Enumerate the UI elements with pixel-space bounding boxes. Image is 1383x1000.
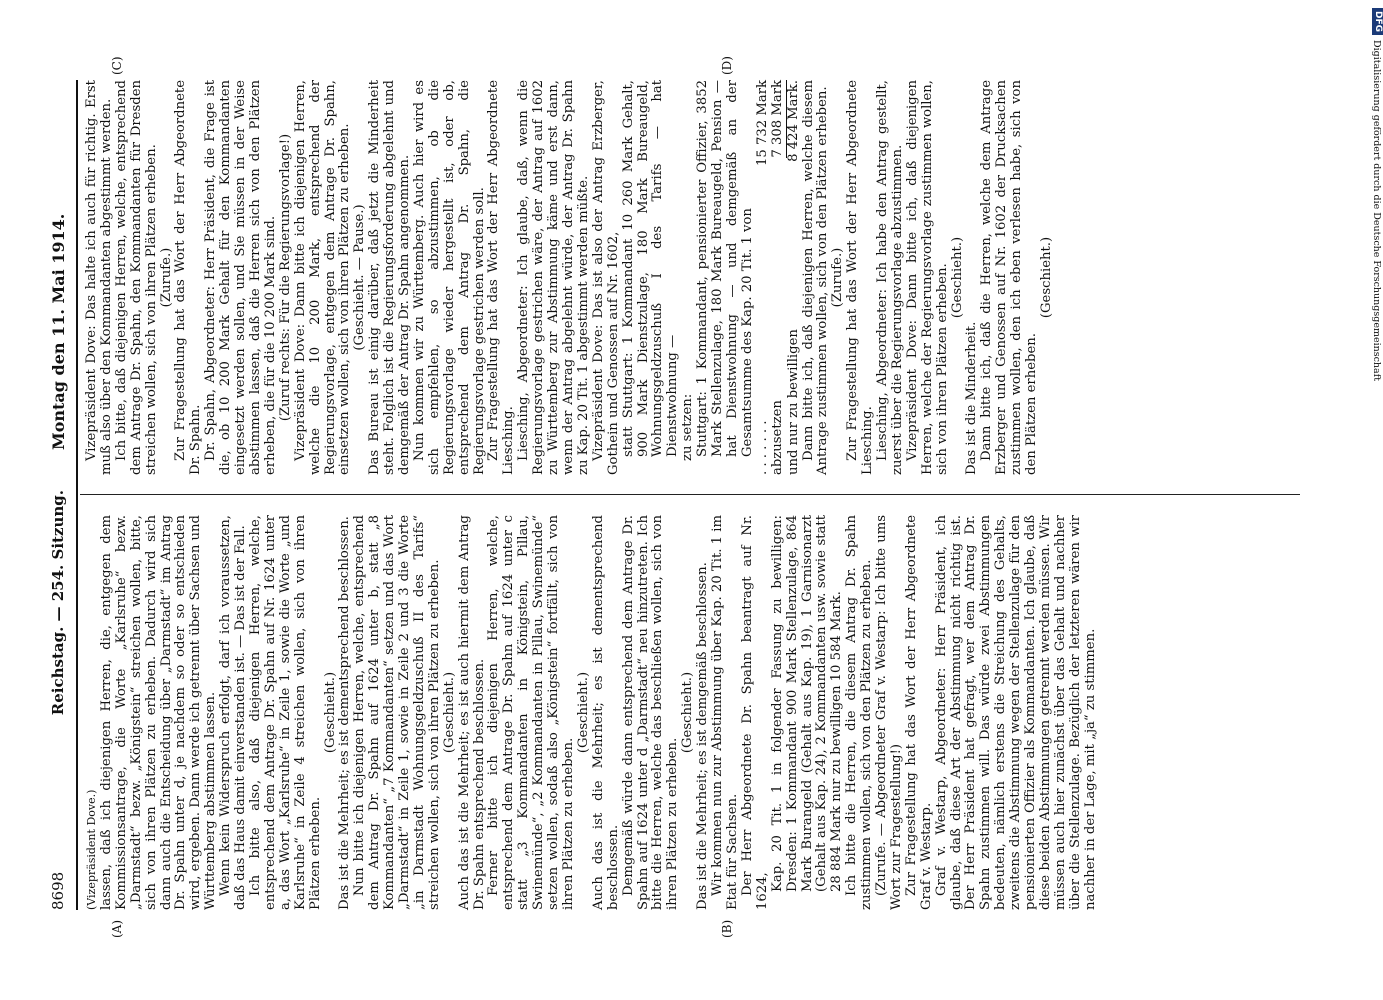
paragraph: Ich bitte, daß diejenigen Herren, welche, entsprechend dem Antrage Dr. Spahn, den Kommandanten für Dresden streichen wollen, sich von ihren Plätzen erheben. xyxy=(113,80,159,475)
paragraph: Nun bitte ich diejenigen Herren, welche, entsprechend dem Antrag Dr. Spahn auf 1624 unter b, statt „8 Kommandanten“ „7 Kommandanten“ setzen und das Wort „Darmstadt“ in Zeile 1, sowie in Zeile 2 und 3 die Worte „in Darmstadt Wohnungsgeldzuschuß II des Tarifs“ streichen wollen, sich von ihren Plätzen zu erheben. xyxy=(352,515,442,910)
paragraph: Demgemäß würde dann entsprechend dem Antrage Dr. Spahn auf 1624 unter d „Darmstadt“ neu hinzutreten. Ich bitte die Herren, welche das beschließen wollen, sich von ihren Plätzen zu erheben. xyxy=(620,515,681,910)
paragraph: Dann bitte ich, daß diejenigen Herren, welche diesem Antrage zustimmen wollen, sich von den Plätzen erheben. xyxy=(800,80,831,475)
paragraph: Liesching, Abgeordneter: Ich glaube, daß, wenn die Regierungsvorlage gestrichen wäre, der Antrag auf 1602 zu Württemberg zur Abstimmung käme und erst dann, wenn der Antrag abgelehnt würde, der Antrag Dr. Spahn zu Kap. 20 Tit. 1 abgestimmt werden müßte. xyxy=(516,80,591,475)
paragraph: Nun kommen wir zu Württemberg. Auch hier wird es sich empfehlen, so abzustimmen, ob die Regierungsvorlage wieder hergestellt ist, oder ob, entsprechend dem Antrag Dr. Spahn, die Regierungsvorlage gestrichen werden soll. xyxy=(411,80,487,475)
interjection: (Geschieht.) xyxy=(441,671,457,754)
paragraph: Zur Fragestellung hat das Wort der Herr Abgeordnete Liesching. xyxy=(845,80,876,475)
ledger-row-result xyxy=(787,80,802,475)
ledger-dots: . . . . . . . xyxy=(754,420,770,475)
interjection: (Zurufe.) xyxy=(830,247,846,308)
paragraph: Der Herr Abgeordnete Dr. Spahn beantragt auf Nr. 1624, xyxy=(739,515,770,910)
paragraph: Das Bureau ist einig darüber, daß jetzt die Minderheit steht. Folglich ist die Regierungsforderung abgelehnt und demgemäß der Antrag Dr. Spahn angenommen. xyxy=(367,80,413,475)
paragraph: Dr. Spahn, Abgeordneter: Herr Präsident, die Frage ist die, ob 10 200 Mark Gehalt für den Kommandanten eingesetzt werden sollen, und Sie müssen in der Weise abstimmen lassen, daß die Herren sich von den Plätzen erheben, die für die 10 200 Mark sind. xyxy=(203,80,278,475)
paragraph: Das ist die Mehrheit; es ist demgemäß beschlossen. xyxy=(695,562,711,910)
interjection: (Geschieht.) xyxy=(1039,236,1054,319)
interjection: (Zurufe.) xyxy=(158,247,174,308)
paragraph: Vizepräsident Dove: Das ist also der Antrag Erzberger, Gothein und Genossen auf Nr. 1602, xyxy=(590,80,621,475)
column-left xyxy=(85,515,1099,910)
ledger-value: 15 732 Mark xyxy=(754,80,770,166)
paragraph: lassen, daß ich diejenigen Herren, die, entgegen dem Kommissionsantrage, die Worte „Karlsruhe“ bezw. „Darmstadt“ bezw. „Königstein“ streichen wollen, bitte, sich von ihren Plätzen zu erheben. Dadurch wird sich dann auch die Entscheidung über „Darmstadt“ im Antrag Dr. Spahn unter d, je nachdem so oder so entschieden wird, ergeben. Dann werde ich getrennt über Sachsen und Württemberg abstimmen lassen. xyxy=(98,515,219,910)
speaker-note: (Vizepräsident Dove.) xyxy=(85,789,98,910)
paragraph: Vizepräsident Dove: Dann bitte ich, daß diejenigen Herren, welche der Regierungsvorlage zustimmen wollen, sich von ihren Plätzen erheben. xyxy=(904,80,950,475)
motion-text: Kap. 20 Tit. 1 in folgender Fassung zu bewilligen: Dresden: 1 Kommandant 900 Mark Stellenzulage, 864 Mark Burangeld (Gehalt aus Kap. 19), 1 Garnisonarzt (Gehalt aus Kap. 24), 2 Kommandanten usw. sowie statt 28 884 Mark nur zu bewilligen 10 584 Mark. xyxy=(769,515,845,892)
ledger-value: 7 308 Mark xyxy=(769,80,785,158)
paragraph: Auch das ist die Mehrheit; es ist dementsprechend beschlossen. xyxy=(590,515,621,910)
paragraph: Zur Fragestellung hat das Wort der Herr Abgeordnete Dr. Spahn. xyxy=(173,80,204,475)
credit-text: Digitalisierung gefördert durch die Deutsche Forschungsgemeinschaft xyxy=(1371,40,1382,382)
interjection: (Geschieht. — Pause.) xyxy=(352,204,368,351)
motion-text: statt Stuttgart: 1 Kommandant 10 260 Mark Gehalt, 900 Mark Dienstzulage, 180 Mark Bureaugeld, Wohnungsgeldzuschuß I des Tarifs — hat Dienstwohnung — xyxy=(620,80,681,457)
interjection: (Geschieht.) xyxy=(949,236,965,319)
paragraph: Das ist die Minderheit. xyxy=(964,321,980,475)
paragraph: Auch das ist die Mehrheit; es ist auch hiermit dem Antrag Dr. Spahn entsprechend beschlossen. xyxy=(456,515,487,910)
session-title: Reichstag. — 254. Sitzung. xyxy=(49,490,67,716)
column-divider xyxy=(80,494,1300,495)
interjection: (Zurufe. — Abgeordneter Graf v. Westarp: Ich bitte ums Wort zur Fragestellung!) xyxy=(874,515,904,910)
paragraph: Vizepräsident Dove: Dann bitte ich diejenigen Herren, welche die 10 200 Mark, entsprechend der Regierungsvorlage, entgegen dem Antrage Dr. Spahn, einsetzen wollen, sich von ihren Plätzen zu erheben. xyxy=(292,80,353,475)
credit-strip xyxy=(1362,0,1383,1000)
page-number: 8698 xyxy=(49,871,67,910)
paragraph: Wenn kein Widerspruch erfolgt, darf ich voraussetzen, daß das Haus damit einverstanden ist. — Das ist der Fall. xyxy=(218,515,249,910)
interjection: (Geschieht.) xyxy=(575,671,591,754)
session-date: Montag den 11. Mai 1914. xyxy=(49,213,68,450)
paragraph: Ich bitte also, daß diejenigen Herren, welche, entsprechend dem Antrage Dr. Spahn auf Nr. 1624 unter a, das Wort „Karlsruhe“ in Zeile 1, sowie die Worte „und Karlsruhe“ in Zeile 4 streichen wollen, sich von ihren Plätzen erheben. xyxy=(247,515,323,910)
ledger-label: und nur zu bewilligen xyxy=(785,329,801,475)
margin-mark-b: (B) xyxy=(720,919,734,938)
paragraph: zu setzen: xyxy=(680,393,696,461)
paragraph: Das ist die Mehrheit; es ist dementsprechend beschlossen. xyxy=(337,516,353,910)
margin-mark-a: (A) xyxy=(110,919,124,938)
motion-text: Stuttgart: 1 Kommandant, pensionierter Offizier, 3852 Mark Stellenzulage, 180 Mark Bureaugeld, Pension — hat Dienstwohnung — und demgemäß an der Gesamtsumme des Kap. 20 Tit. 1 von xyxy=(695,80,755,457)
column-right xyxy=(85,80,1055,475)
margin-mark-c: (C) xyxy=(110,56,124,75)
header-rule xyxy=(76,80,78,910)
interjection: (Geschieht.) xyxy=(322,671,338,754)
ledger-row-total xyxy=(756,80,771,475)
paragraph: Zur Fragestellung hat das Wort der Herr Abgeordnete Graf v. Westarp. xyxy=(903,515,934,910)
paragraph: Dann bitte ich, daß die Herren, welche dem Antrage Erzberger und Genossen auf Nr. 1602 der Drucksachen zustimmen wollen, den ich eben verlesen habe, sich von den Plätzen erheben. xyxy=(979,80,1040,475)
paragraph: Zur Fragestellung hat das Wort der Herr Abgeordnete Liesching. xyxy=(486,80,517,475)
header-left xyxy=(45,490,75,910)
paragraph: Wir kommen nun zur Abstimmung über Kap. 20 Tit. 1 im Etat für Sachsen. xyxy=(710,515,740,910)
interjection: (Zuruf rechts: Für die Regierungsvorlage!) xyxy=(277,133,293,422)
header-right xyxy=(45,80,75,500)
paragraph: Liesching, Abgeordneter: Ich habe den Antrag gestellt, zuerst über die Regierungsvorlage abzustimmen. xyxy=(875,80,905,475)
ledger-value: 8 424 Mark. xyxy=(785,80,801,162)
paragraph: Ferner bitte ich diejenigen Herren, welche, entsprechend dem Antrage Dr. Spahn auf 1624 unter c statt „3 Kommandanten in Königstein, Pillau, Swinemünde“, „2 Kommandanten in Pillau, Swinemünde“ setzen wollen, sodaß also „Königstein“ fortfällt, sich von ihren Plätzen zu erheben. xyxy=(486,515,576,910)
interjection: (Geschieht.) xyxy=(680,671,696,754)
ledger-label: abzusetzen xyxy=(769,400,785,475)
paragraph: Graf v. Westarp, Abgeordneter: Herr Präsident, ich glaube, daß diese Art der Abstimmung nicht richtig ist. Der Herr Präsident hat gefragt, wer dem Antrag Dr. Spahn zustimmen will. Das würde zwei Abstimmungen bedeuten, nämlich erstens die Streichung des Gehalts, zweitens die Abstimmung wegen der Stellenzulage für den pensionierten Offizier als Kommandanten. Ich glaube, daß diese beiden Abstimmungen getrennt werden müssen. Wir müssen auch hier zunächst über das Gehalt und nachher über die Stellenzulage. Bezüglich der letzteren wären wir nachher in der Lage, mit „ja“ zu stimmen. xyxy=(933,515,1098,910)
paragraph: Ich bitte die Herren, die diesem Antrag Dr. Spahn zustimmen wollen, sich von den Plätzen zu erheben. xyxy=(844,515,875,910)
paragraph: Vizepräsident Dove: Das halte ich auch für richtig. Erst muß also über den Kommandanten abgestimmt werden. xyxy=(84,80,114,475)
dfg-logo: DFG xyxy=(1372,8,1383,35)
ledger-row-deduct xyxy=(771,80,787,475)
margin-mark-d: (D) xyxy=(720,56,734,75)
